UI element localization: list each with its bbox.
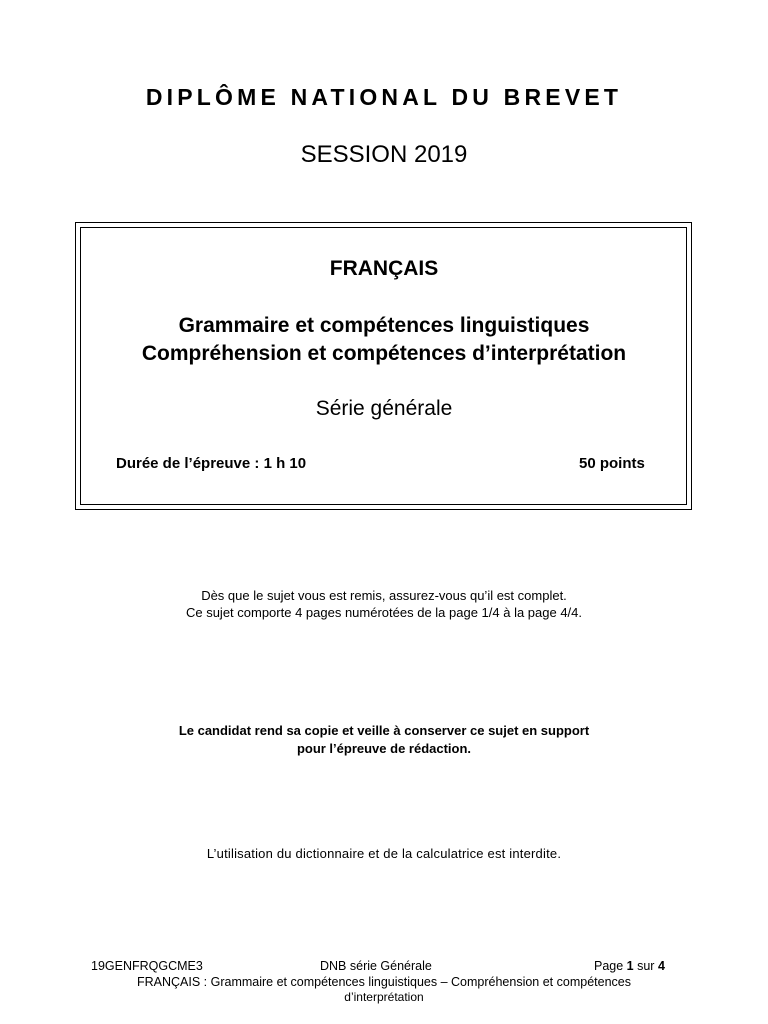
footer-subject-line-cont: d’interprétation bbox=[344, 990, 424, 1004]
footer-subject-line: FRANÇAIS : Grammaire et compétences linguistiques – Compréhension et compétences bbox=[137, 975, 631, 989]
duration bbox=[116, 455, 306, 472]
subject-title: FRANÇAIS bbox=[329, 257, 439, 280]
subject-line-comprehension: Compréhension et compétences d’interprétation bbox=[141, 342, 627, 365]
series-label: Série générale bbox=[315, 397, 453, 420]
footer-exam: DNB série Générale bbox=[320, 959, 432, 973]
footer-page-sep: sur bbox=[633, 959, 658, 973]
points-label: 50 points bbox=[579, 455, 645, 472]
footer-page-current: 1 bbox=[626, 959, 634, 973]
subject-line-grammar: Grammaire et compétences linguistiques bbox=[178, 314, 590, 337]
duration-label: Durée de l’épreuve : bbox=[116, 455, 264, 472]
candidate-note-line-1: Le candidat rend sa copie et veille à conserver ce sujet en support bbox=[178, 723, 590, 738]
candidate-note-line-2: pour l’épreuve de rédaction. bbox=[296, 741, 472, 756]
instruction-line-2: Ce sujet comporte 4 pages numérotées de la page 1/4 à la page 4/4. bbox=[185, 605, 583, 620]
duration-value: 1 h 10 bbox=[263, 455, 307, 472]
footer-page-total: 4 bbox=[657, 959, 665, 973]
footer-code: 19GENFRQGCME3 bbox=[91, 959, 203, 973]
page-title: DIPLÔME NATIONAL DU BREVET bbox=[145, 84, 623, 110]
instruction-line-1: Dès que le sujet vous est remis, assurez-vous qu’il est complet. bbox=[201, 588, 567, 603]
session-label: SESSION 2019 bbox=[300, 141, 468, 168]
dictionary-note: L’utilisation du dictionnaire et de la calculatrice est interdite. bbox=[206, 846, 562, 861]
footer-page-number bbox=[594, 959, 665, 973]
footer-page-label: Page bbox=[594, 959, 627, 973]
